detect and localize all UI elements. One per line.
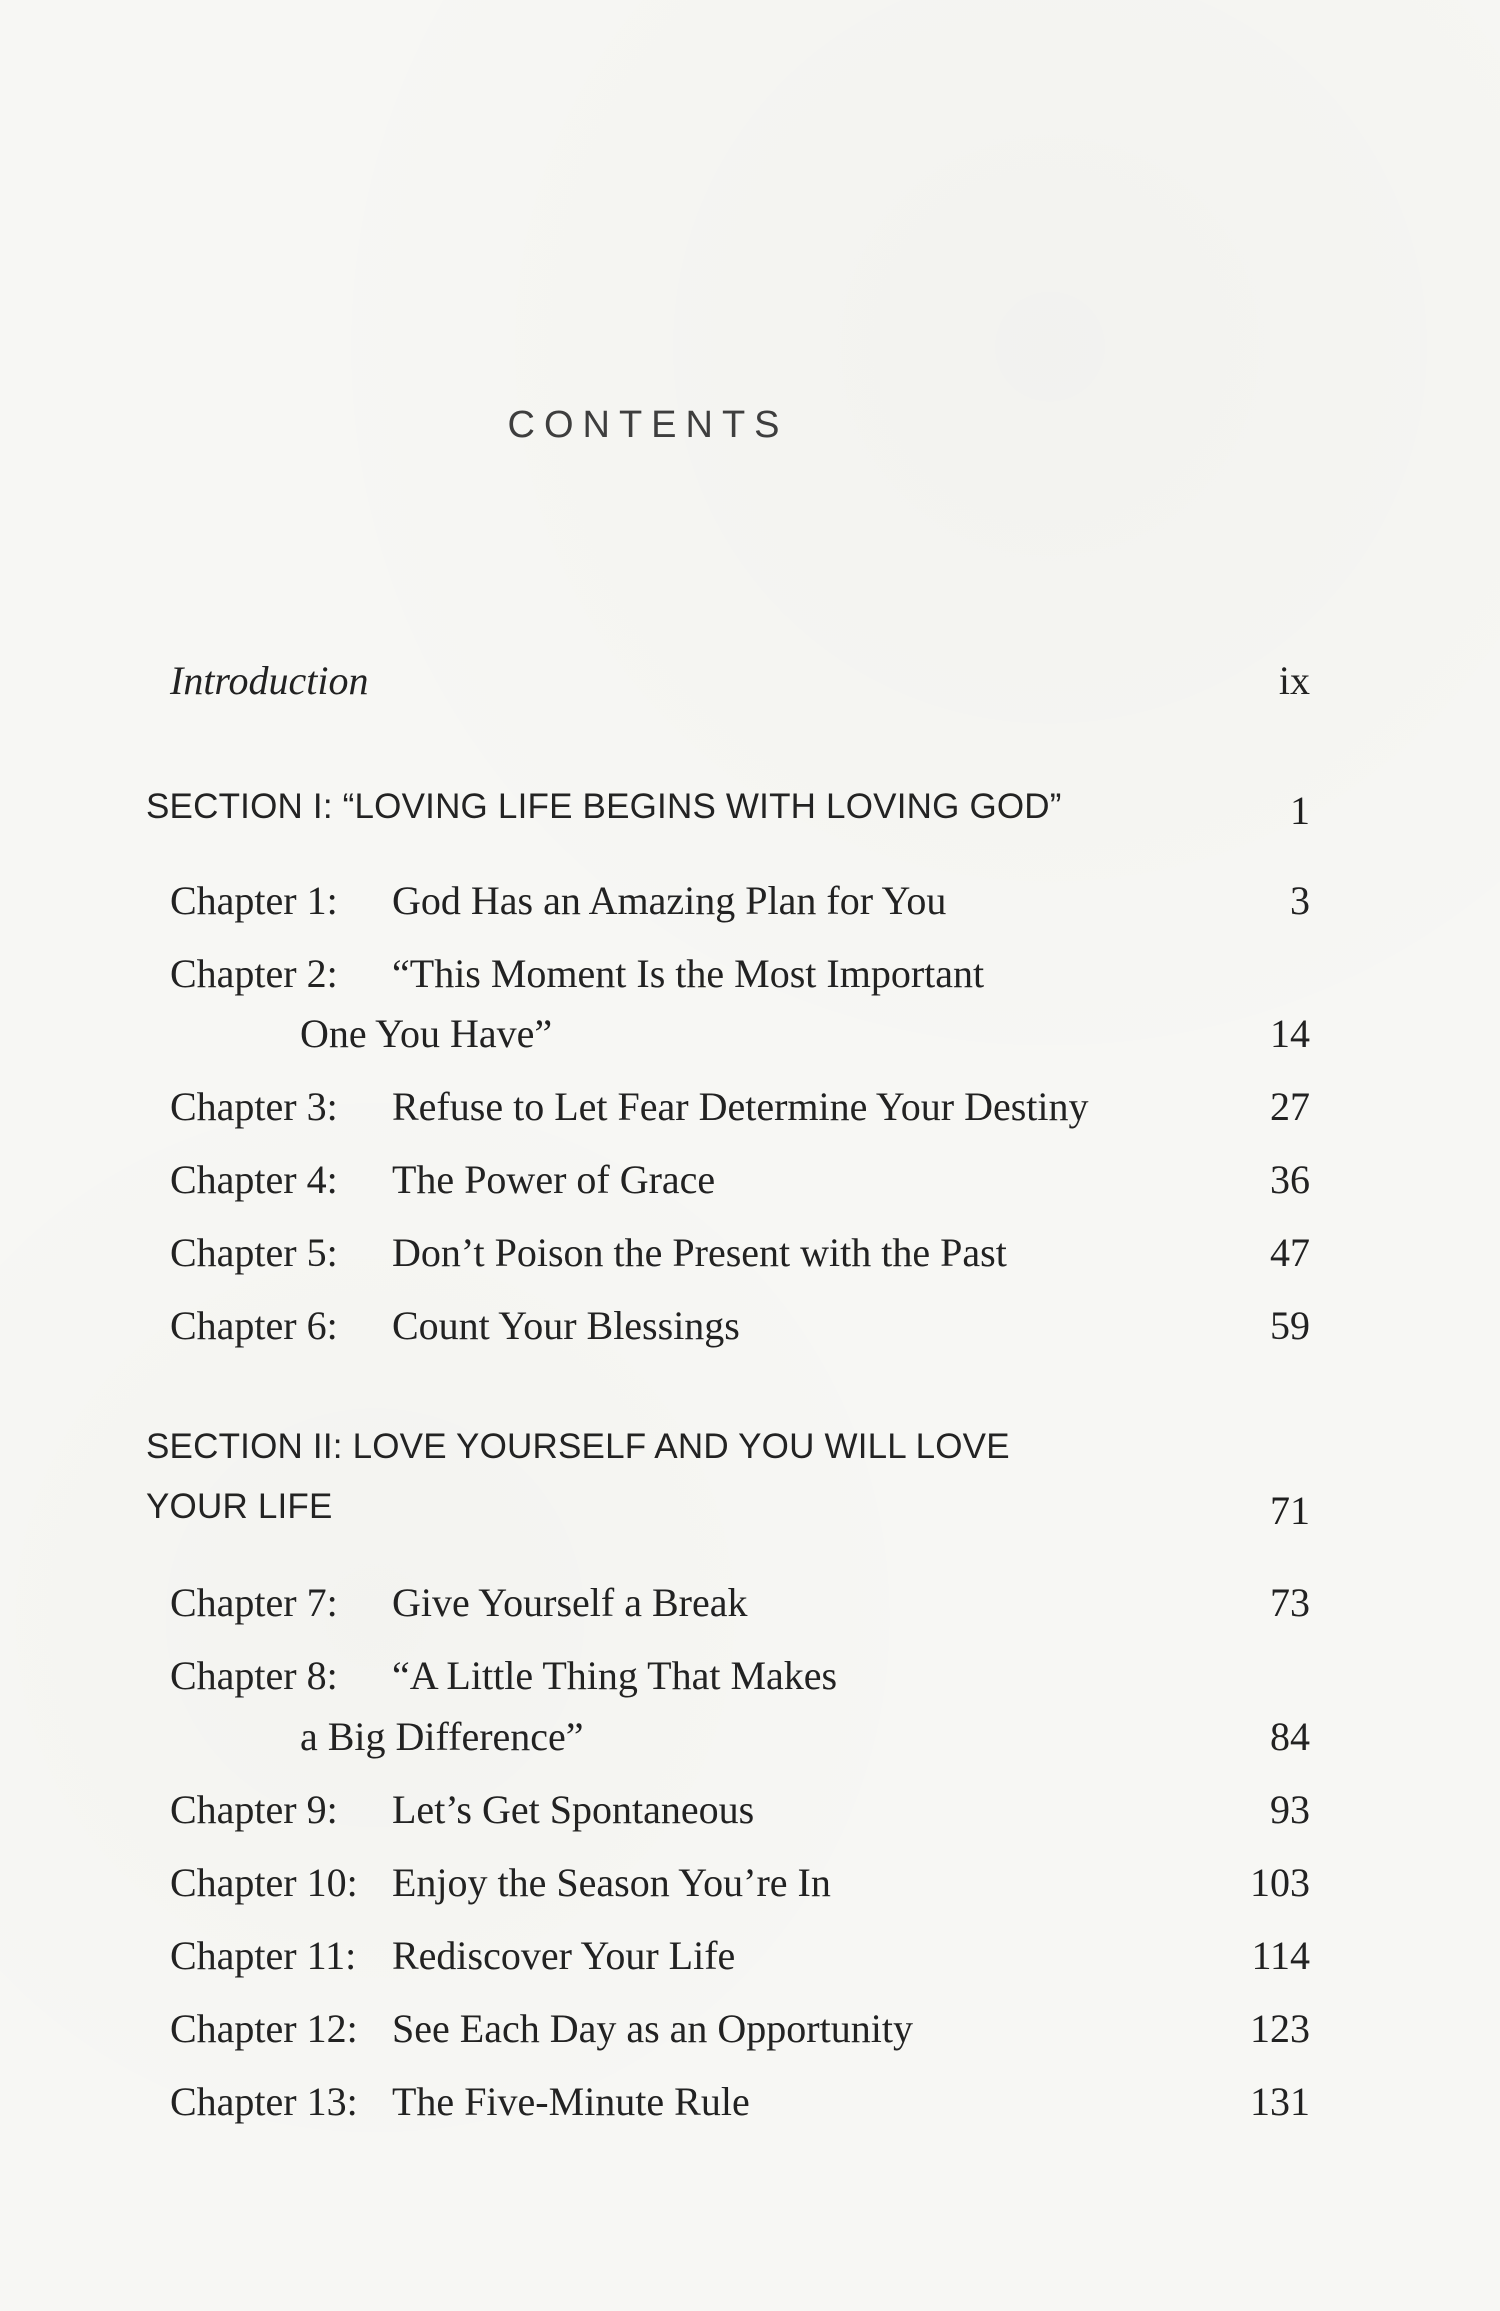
toc-entry-chapter-7 [0, 1579, 1500, 1643]
contents-title: CONTENTS [507, 404, 789, 446]
chapter-title-continuation: a Big Difference” [300, 1714, 584, 1759]
toc-entry-chapter-6 [0, 1302, 1500, 1366]
section-1-label: SECTION I: “LOVING LIFE BEGINS WITH LOVING GOD” [146, 787, 1062, 826]
chapter-label: Chapter 2: [170, 951, 338, 996]
chapter-title: Give Yourself a Break [392, 1580, 748, 1625]
toc-entry-chapter-12 [0, 2005, 1500, 2069]
section-heading-continuation [0, 1487, 1500, 1551]
chapter-label: Chapter 3: [170, 1084, 338, 1129]
introduction-label: Introduction [170, 658, 369, 703]
toc-entry-chapter-13 [0, 2078, 1500, 2142]
chapter-label: Chapter 5: [170, 1230, 338, 1275]
toc-entry-chapter-10 [0, 1859, 1500, 1923]
section-2-page: 71 [1270, 1488, 1310, 1533]
toc-entry-chapter-11 [0, 1932, 1500, 1996]
chapter-label: Chapter 9: [170, 1787, 338, 1832]
chapter-page: 3 [1290, 878, 1310, 923]
chapter-label: Chapter 8: [170, 1653, 338, 1698]
chapter-label: Chapter 13: [170, 2079, 358, 2124]
chapter-title-continuation: One You Have” [300, 1011, 553, 1056]
chapter-page: 27 [1270, 1084, 1310, 1129]
chapter-title: Don’t Poison the Present with the Past [392, 1230, 1007, 1275]
chapter-title: Enjoy the Season You’re In [392, 1860, 831, 1905]
section-2-label-line-2: YOUR LIFE [146, 1487, 333, 1526]
chapter-page: 14 [1270, 1011, 1310, 1056]
chapter-page: 103 [1250, 1860, 1310, 1905]
toc-entry-chapter-3 [0, 1083, 1500, 1147]
toc-entry-chapter-2-continuation [0, 1010, 1500, 1074]
toc-entry-introduction [0, 657, 1500, 721]
toc-entry-chapter-8 [0, 1652, 1500, 1716]
chapter-label: Chapter 6: [170, 1303, 338, 1348]
chapter-page: 59 [1270, 1303, 1310, 1348]
chapter-title: Count Your Blessings [392, 1303, 740, 1348]
toc-entry-chapter-8-continuation [0, 1713, 1500, 1777]
chapter-title: Refuse to Let Fear Determine Your Destiny [392, 1084, 1089, 1129]
section-heading [0, 787, 1500, 851]
chapter-page: 47 [1270, 1230, 1310, 1275]
chapter-page: 84 [1270, 1714, 1310, 1759]
section-2-label-line-1: SECTION II: LOVE YOURSELF AND YOU WILL LOVE [146, 1427, 1010, 1466]
chapter-title: See Each Day as an Opportunity [392, 2006, 913, 2051]
chapter-title: God Has an Amazing Plan for You [392, 878, 947, 923]
chapter-title: “A Little Thing That Makes [392, 1653, 838, 1698]
chapter-label: Chapter 12: [170, 2006, 358, 2051]
chapter-page: 36 [1270, 1157, 1310, 1202]
chapter-label: Chapter 10: [170, 1860, 358, 1905]
toc-entry-chapter-9 [0, 1786, 1500, 1850]
introduction-page: ix [1278, 658, 1310, 703]
chapter-page: 123 [1250, 2006, 1310, 2051]
chapter-label: Chapter 7: [170, 1580, 338, 1625]
section-1-page: 1 [1290, 788, 1310, 833]
toc-entry-chapter-1 [0, 877, 1500, 941]
toc-entry-chapter-5 [0, 1229, 1500, 1293]
chapter-label: Chapter 1: [170, 878, 338, 923]
toc-entry-chapter-4 [0, 1156, 1500, 1220]
chapter-label: Chapter 4: [170, 1157, 338, 1202]
chapter-page: 131 [1250, 2079, 1310, 2124]
section-heading [0, 1427, 1500, 1491]
chapter-title: The Five-Minute Rule [392, 2079, 750, 2124]
chapter-page: 93 [1270, 1787, 1310, 1832]
chapter-label: Chapter 11: [170, 1933, 357, 1978]
chapter-page: 73 [1270, 1580, 1310, 1625]
chapter-title: Let’s Get Spontaneous [392, 1787, 755, 1832]
chapter-title: The Power of Grace [392, 1157, 716, 1202]
toc-entry-chapter-2 [0, 950, 1500, 1014]
chapter-page: 114 [1251, 1933, 1310, 1978]
chapter-title: “This Moment Is the Most Important [392, 951, 985, 996]
chapter-title: Rediscover Your Life [392, 1933, 736, 1978]
